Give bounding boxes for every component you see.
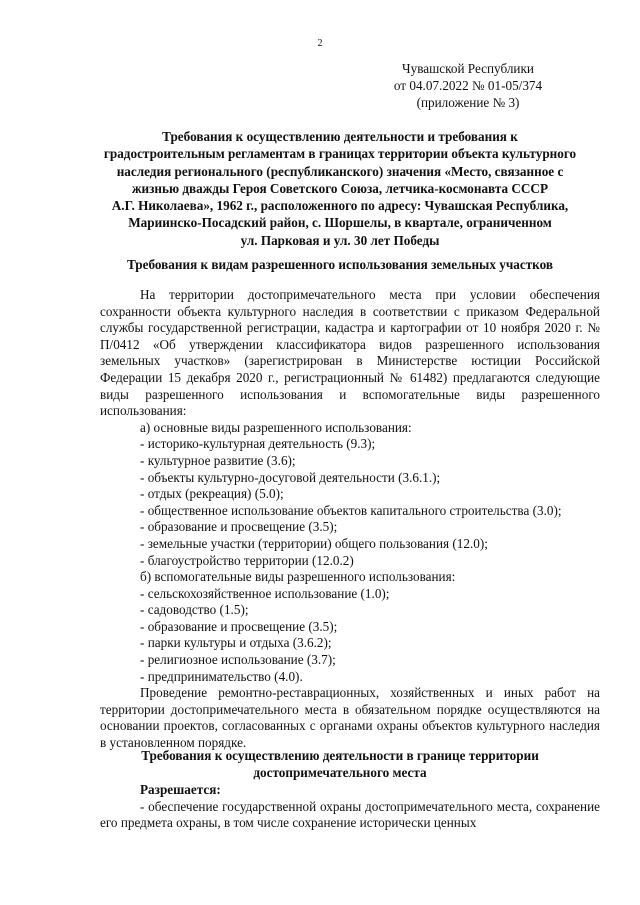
section-heading-activity: [80, 747, 600, 782]
list-item: - садоводство (1.5);: [140, 602, 249, 618]
allowed-paragraph: - обеспечение государственной охраны достопримечательного места, сохранение его предмета охраны, в том числе сохранение исторически ценных: [100, 798, 600, 831]
list-item: - образование и просвещение (3.5);: [140, 618, 338, 634]
title-line: градостроительным регламентам в границах территории объекта культурного: [103, 146, 577, 162]
list-item: - отдых (рекреация) (5.0);: [140, 486, 284, 502]
aux-uses-label: б) вспомогательные виды разрешенного использования:: [140, 569, 456, 585]
title-line: Требования к осуществлению деятельности и требования к: [162, 129, 518, 144]
closing-paragraph: Проведение ремонтно-реставрационных, хозяйственных и иных работ на территории достопримечательного места в обязательном порядке осуществляются на основании проектов, согласованных с органами охраны объектов культурного наследия в установленном порядке.: [100, 685, 600, 751]
list-item: - парки культуры и отдыха (3.6.2);: [140, 635, 332, 651]
list-item: - земельные участки (территории) общего пользования (12.0);: [140, 535, 488, 551]
list-item: - образование и просвещение (3.5);: [140, 519, 338, 535]
list-item: - сельскохозяйственное использование (1.0);: [140, 585, 390, 601]
header-line-order-date: от 04.07.2022 № 01-05/374: [393, 78, 543, 93]
page-number: 2: [317, 38, 323, 49]
title-line: наследия регионального (республиканского) значения «Место, связанное с: [116, 163, 564, 179]
header-line-region: Чувашской Республики: [402, 61, 534, 76]
land-use-section-body: [100, 287, 600, 752]
allowed-label: Разрешается:: [140, 782, 221, 797]
document-header: [378, 60, 558, 111]
main-uses-label: а) основные виды разрешенного использования:: [140, 419, 412, 435]
title-line: ул. Парковая и ул. 30 лет Победы: [240, 232, 440, 248]
list-item: - общественное использование объектов капитального строительства (3.0);: [140, 502, 562, 518]
title-line: жизнью дважды Героя Советского Союза, летчика-космонавта СССР: [131, 180, 549, 196]
list-item: - историко-культурная деятельность (9.3);: [140, 436, 376, 452]
section-heading-line: достопримечательного места: [253, 765, 427, 781]
list-item: - культурное развитие (3.6);: [140, 452, 296, 468]
list-item: - благоустройство территории (12.0.2): [140, 552, 354, 568]
list-item: - предпринимательство (4.0).: [140, 668, 303, 684]
section-heading-land-use: [80, 256, 600, 273]
title-line: Мариинско-Посадский район, с. Шоршелы, в квартале, ограниченном: [128, 215, 552, 231]
activity-section-body: [100, 782, 600, 832]
document-title: [80, 128, 600, 249]
list-item: - объекты культурно-досуговой деятельности (3.6.1.);: [140, 469, 441, 485]
header-line-appendix: (приложение № 3): [416, 95, 520, 110]
section-heading-text: Требования к видам разрешенного использования земельных участков: [127, 257, 553, 272]
intro-paragraph: На территории достопримечательного места при условии обеспечения сохранности объекта культурного наследия в соответствии с приказом Федеральной службы государственной регистрации, кадастра и картографии от 10 ноября 2020 г. № П/0412 «Об утверждении классификатора видов разрешенного использования земельных участков» (зарегистрирован в Министерстве юстиции Российской Федерации 15 декабря 2020 г., регистрационный № 61482) предлагаются следующие виды разрешенного использования и вспомогательные виды разрешенного использования:: [100, 287, 600, 419]
section-heading-line: Требования к осуществлению деятельности в границе территории: [141, 748, 539, 763]
list-item: - религиозное использование (3.7);: [140, 652, 336, 668]
title-line: А.Г. Николаева», 1962 г., расположенного по адресу: Чувашская Республика,: [111, 198, 569, 214]
